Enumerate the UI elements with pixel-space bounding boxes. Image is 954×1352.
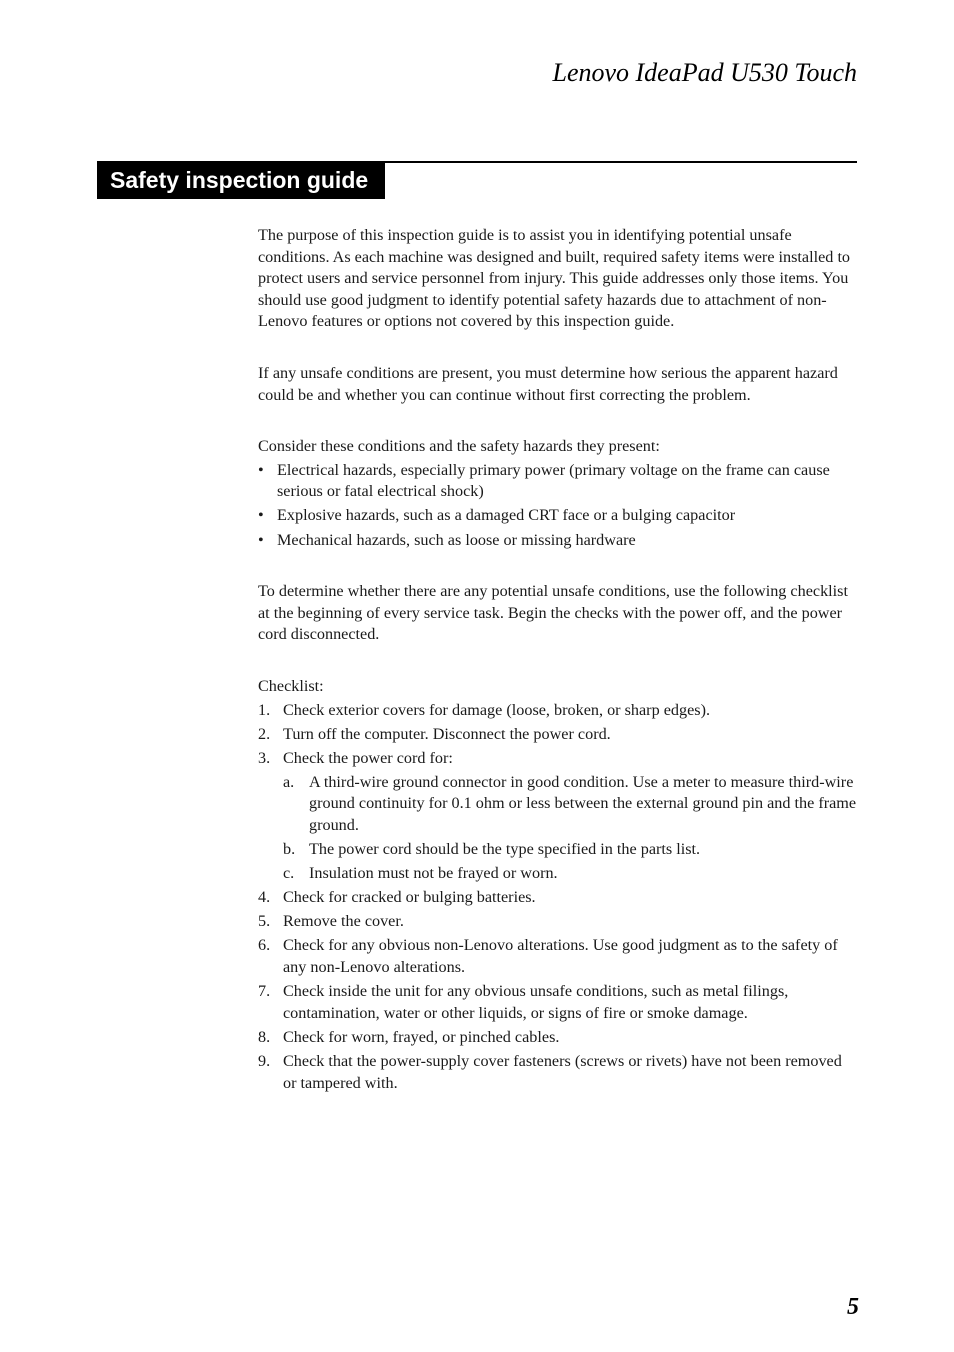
bullet-marker: • — [258, 460, 264, 479]
list-item-text: Electrical hazards, especially primary power (primary voltage on the frame can cause serious or fatal electrical shock) — [277, 460, 830, 501]
item-text: Check for worn, frayed, or pinched cables. — [283, 1027, 560, 1046]
item-number: 8. — [258, 1027, 271, 1046]
checklist-item — [258, 887, 858, 909]
list-item-text: Explosive hazards, such as a damaged CRT face or a bulging capacitor — [277, 506, 736, 525]
list-item-text: Mechanical hazards, such as loose or missing hardware — [277, 530, 636, 549]
sub-item — [283, 772, 858, 837]
section-heading: Safety inspection guide — [97, 161, 385, 199]
list-item — [258, 505, 858, 527]
unsafe-conditions-paragraph: If any unsafe conditions are present, you must determine how serious the apparent hazard could be and whether you can continue without first correcting the problem. — [258, 363, 838, 404]
checklist — [258, 700, 858, 1095]
item-text: Check for any obvious non-Lenovo alterations. Use good judgment as to the safety of any non-Lenovo alterations. — [283, 936, 838, 977]
item-number: 5. — [258, 912, 271, 931]
checklist-item — [258, 1027, 858, 1049]
power-cord-sublist — [283, 772, 858, 885]
hazards-intro: Consider these conditions and the safety hazards they present: — [258, 437, 660, 456]
sub-item — [283, 839, 858, 861]
item-number: 3. — [258, 748, 271, 767]
checklist-heading: Checklist: — [258, 676, 324, 695]
body-content — [258, 225, 858, 1097]
list-item — [258, 530, 858, 552]
checklist-item — [258, 935, 858, 978]
sub-item-letter: a. — [283, 772, 295, 791]
item-number: 9. — [258, 1051, 271, 1070]
sub-item-letter: b. — [283, 840, 296, 859]
list-item — [258, 460, 858, 503]
sub-item-text: The power cord should be the type specified in the parts list. — [309, 840, 701, 859]
item-number: 1. — [258, 700, 271, 719]
hazards-list — [258, 460, 858, 551]
checklist-item — [258, 748, 858, 885]
item-text: Check inside the unit for any obvious unsafe conditions, such as metal filings, contamination, water or other liquids, or signs of fire or smoke damage. — [283, 982, 789, 1022]
checklist-item — [258, 911, 858, 933]
checklist-intro-paragraph: To determine whether there are any potential unsafe conditions, use the following checklist at the beginning of every service task. Begin the checks with the power off, and the power cord disconnected. — [258, 582, 848, 644]
item-number: 4. — [258, 888, 271, 907]
item-number: 6. — [258, 936, 271, 955]
item-text: Check that the power-supply cover fasteners (screws or rivets) have not been removed or tampered with. — [283, 1051, 842, 1092]
sub-item-letter: c. — [283, 864, 295, 883]
checklist-item — [258, 724, 858, 746]
checklist-item — [258, 981, 858, 1024]
sub-item — [283, 863, 858, 885]
document-title: Lenovo IdeaPad U530 Touch — [552, 58, 857, 87]
bullet-marker: • — [258, 530, 264, 549]
intro-paragraph: The purpose of this inspection guide is to assist you in identifying potential unsafe conditions. As each machine was designed and built, required safety items were installed to protect users and service personnel from injury. This guide addresses only those items. You should use good judgment to identify potential safety hazards due to attachment of non-Lenovo features or options not covered by this inspection guide. — [258, 226, 851, 331]
item-text: Check the power cord for: — [283, 748, 453, 767]
checklist-item — [258, 1051, 858, 1094]
sub-item-text: A third-wire ground connector in good condition. Use a meter to measure third-wire ground continuity for 0.1 ohm or less between the external ground pin and the frame ground. — [309, 772, 857, 834]
page-number: 5 — [847, 1294, 859, 1320]
sub-item-text: Insulation must not be frayed or worn. — [309, 864, 558, 883]
item-number: 2. — [258, 724, 271, 743]
item-text: Turn off the computer. Disconnect the power cord. — [283, 724, 611, 743]
item-number: 7. — [258, 982, 271, 1001]
item-text: Check exterior covers for damage (loose, broken, or sharp edges). — [283, 700, 711, 719]
item-text: Remove the cover. — [283, 912, 404, 931]
checklist-item — [258, 700, 858, 722]
item-text: Check for cracked or bulging batteries. — [283, 888, 536, 907]
bullet-marker: • — [258, 506, 264, 525]
